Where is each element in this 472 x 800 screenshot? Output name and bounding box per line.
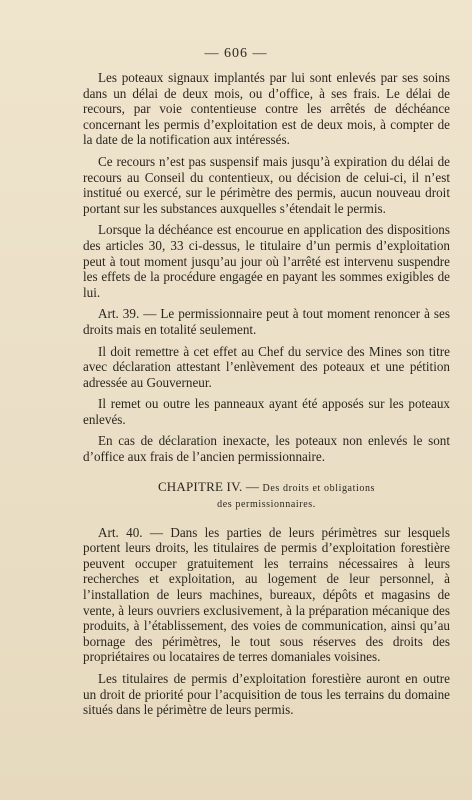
chapter-label: CHAPITRE IV. —	[157, 478, 263, 494]
chapter-subtitle: des permissionnaires.	[217, 498, 316, 510]
paragraph: Lorsque la déchéance est encourue en application des dispositions des articles 30, 33 ci-dessus, le titulaire d’un permis d’exploitation peut à tout moment jusqu’au jour où l’arrêté est intervenu suspendre les effets de la procédure engagée en payant les sommes exigibles de lui.	[83, 222, 450, 300]
paragraph: Il doit remettre à cet effet au Chef du service des Mines son titre avec déclaration attestant l’enlèvement des poteaux et une pétition adressée au Gouverneur.	[83, 343, 450, 390]
paragraph: Les poteaux signaux implantés par lui sont enlevés par ses soins dans un délai de deux mois, ou d’office, à ses frais. Le délai de recours, par voie contentieuse contre les arrêtés de déchéance concernant les permis d’exploitation est de deux mois, à compter de la date de la notification aux intéressés.	[83, 70, 450, 148]
chapter-title: Des droits et obligations	[262, 482, 376, 494]
chapter-heading-line1	[83, 479, 450, 497]
paragraph: Les titulaires de permis d’exploitation forestière auront en outre un droit de priorité pour l’acquisition de tous les terrains du domaine situés dans le périmètre de leurs permis.	[83, 671, 450, 718]
paragraph: Art. 39. — Le permissionnaire peut à tout moment renoncer à ses droits mais en totalité seulement.	[83, 306, 450, 337]
paragraph: Art. 40. — Dans les parties de leurs périmètres sur lesquels portent leurs droits, les titulaires de permis d’exploitation forestière peuvent occuper gratuitement les terrains nécessaires à leurs recherches et exploitation, au logement de leur personnel, à l’installation de leurs machines, bureaux, dépôts et magasins de vente, à leurs ouvriers exclusivement, à la préparation mécanique des produits, à l’établissement, des voies de communication, ainsi qu’au bornage des périmètres, le tout sous réserves des droits des propriétaires ou locataires de terres domaniales voisines.	[83, 524, 450, 665]
paragraph: Ce recours n’est pas suspensif mais jusqu’à expiration du délai de recours au Conseil du contentieux, ou décision de celui-ci, il n’est institué ou exercé, sur le périmètre des permis, aucun nouveau droit portant sur les substances auxquelles s’étendait le permis.	[83, 153, 450, 216]
paragraph: En cas de déclaration inexacte, les poteaux non enlevés le sont d’office aux frais de l’ancien permissionnaire.	[83, 433, 450, 465]
page-number: — 606 —	[204, 46, 268, 61]
paragraph: Il remet ou outre les panneaux ayant été apposés sur les poteaux enlevés.	[83, 396, 450, 427]
body-text	[83, 70, 450, 724]
chapter-heading	[83, 479, 450, 513]
